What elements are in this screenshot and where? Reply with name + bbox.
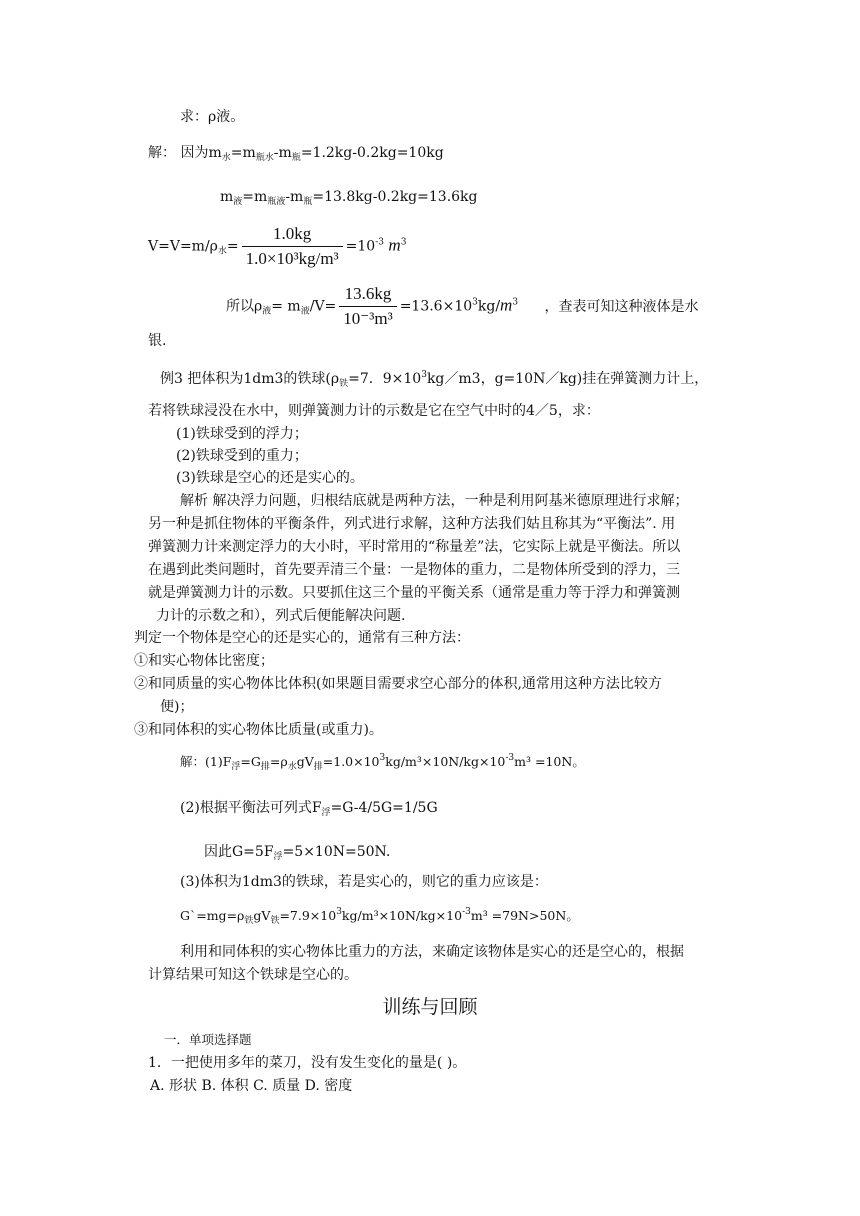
- method-1: ①和实心物体比密度；: [134, 653, 274, 669]
- judge-intro: 判定一个物体是空心的还是实心的，通常有三种方法：: [134, 630, 470, 646]
- solution-step-5: $G`=mg=\rho_铁gV_铁=7.9\times 10^3kg/m^3\times 10N/kg\times 10^{-3}m^3 =79N>50N$。: [180, 907, 579, 926]
- analysis-line-2: 另一种是抓住物体的平衡条件，列式进行求解，这种方法我们姑且称其为“平衡法”. 用: [148, 516, 676, 532]
- example3-line1: 例3 把体积为1dm3的铁球($\rho_铁=7$．$9\times 10^3kg/m3$，g=10N／kg)挂在弹簧测力计上，: [160, 370, 709, 389]
- solution-step-4: (3)体积为1dm3的铁球，若是实心的，则它的重力应该是：: [180, 874, 548, 890]
- volume-fraction: $\frac{1.0kg}{\text{1.0×10³kg/m³}}$: [242, 224, 343, 269]
- analysis-line-3: 弹簧测力计来测定浮力的大小时，平时常用的“称量差”法，它实际上就是平衡法。所以: [148, 539, 681, 555]
- analysis-line-5: 就是弹簧测力计的示数。只要抓住这三个量的平衡关系（通常是重力等于浮力和弹簧测: [148, 585, 680, 601]
- given-line: 求：ρ液。: [180, 109, 245, 125]
- analysis-line-6: 力计的示数之和），列式后便能解决问题.: [156, 608, 406, 624]
- solution-liquid-mass: $m_液=m_{瓶液}-m_瓶=13.8kg-0.2kg=13.6kg$: [220, 189, 478, 207]
- density-equation: 所以$\rho_液= m_液/V=$ $\frac{13.6kg}{\text{10⁻³m³}}$ $=13.6\times 10^3kg/m^3$ ，查表可知这种液体是水: [226, 284, 699, 328]
- problem-1-options: A. 形状 B. 体积 C. 质量 D. 密度: [150, 1078, 353, 1094]
- solution-water-mass: 解： 因为$m_水=m_{瓶水}-m_瓶=1.2kg-0.2kg=10kg$: [148, 145, 444, 163]
- section-title: 训练与回顾: [382, 996, 478, 1018]
- method-2-cont: 便)；: [160, 699, 194, 715]
- method-2: ②和同质量的实心物体比体积(如果题目需要求空心部分的体积,通常用这种方法比较方: [134, 676, 662, 692]
- section-1-heading: 一．单项选择题: [164, 1032, 252, 1047]
- solution-step-3: 因此$G=5F_浮=5\times 10N=50N$.: [204, 844, 391, 862]
- example3-line2: 若将铁球浸没在水中，则弹簧测力计的示数是它在空气中时的4／5，求：: [148, 403, 600, 419]
- method-3: ③和同体积的实心物体比质量(或重力)。: [134, 722, 383, 738]
- conclusion-line-1: 利用和同体积的实心物体比重力的方法，来确定该物体是实心的还是空心的，根据: [180, 944, 684, 960]
- question-1: (1)铁球受到的浮力；: [176, 426, 308, 442]
- solution-step-2: (2)根据平衡法可列式$F_浮=G-4/5G=1/5G$: [180, 800, 438, 818]
- analysis-line-4: 在遇到此类问题时，首先要弄清三个量：一是物体的重力，二是物体所受到的浮力，三: [148, 562, 680, 578]
- conclusion-line-2: 计算结果可知这个铁球是空心的。: [148, 967, 358, 983]
- density-fraction: $\frac{13.6kg}{\text{10⁻³m³}}$: [339, 284, 396, 329]
- volume-equation: $V=V=m/\rho_水=$ $\frac{1.0kg}{\text{1.0×10³kg/m³}}$ $=10^{-3}$ $m^3$: [148, 224, 407, 268]
- density-conclusion-tail: 银.: [148, 333, 167, 349]
- question-2: (2)铁球受到的重力；: [176, 448, 308, 464]
- question-3: (3)铁球是空心的还是实心的。: [176, 470, 364, 486]
- solution-step-1: 解：$(1)F_浮=G_排=\rho_水gV_排=1.0\times 10^3kg/m^3\times 10N/kg\times 10^{-3}m^3 =10N$。: [180, 753, 585, 772]
- analysis-line-1: 解析 解决浮力问题，归根结底就是两种方法，一种是利用阿基米德原理进行求解；: [180, 493, 689, 509]
- problem-1: 1．一把使用多年的菜刀，没有发生变化的量是( )。: [148, 1055, 467, 1071]
